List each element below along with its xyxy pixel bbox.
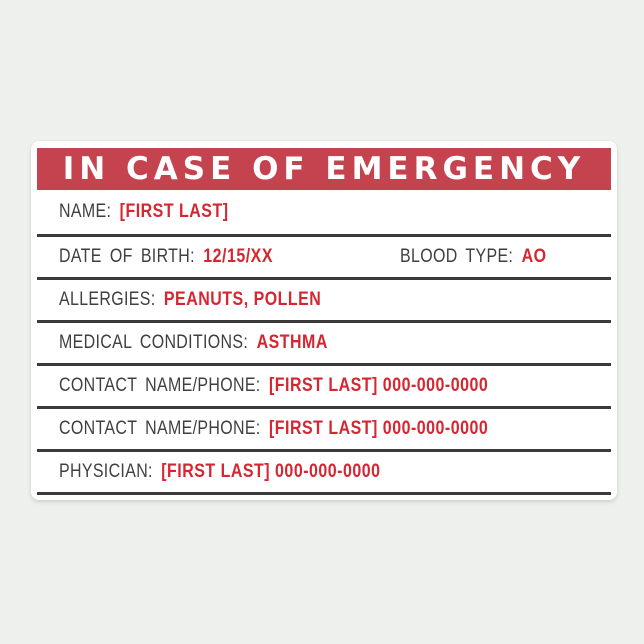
emergency-sticker bbox=[31, 141, 617, 500]
allergies-field bbox=[59, 289, 321, 311]
date-of-birth-label: DATE OF BIRTH: bbox=[59, 246, 195, 267]
name-label: NAME: bbox=[59, 201, 112, 222]
contact-1-value: [FIRST LAST] 000-000-0000 bbox=[268, 375, 489, 396]
blood-type-label: BLOOD TYPE: bbox=[400, 246, 514, 267]
contact-2-value: [FIRST LAST] 000-000-0000 bbox=[268, 418, 489, 439]
allergies-value: PEANUTS, POLLEN bbox=[163, 289, 322, 310]
medical-conditions-field bbox=[59, 332, 328, 354]
header-bar bbox=[37, 148, 611, 190]
blood-type-value: AO bbox=[521, 246, 547, 267]
medical-conditions-label: MEDICAL CONDITIONS: bbox=[59, 332, 249, 353]
contact-1-label: CONTACT NAME/PHONE: bbox=[59, 375, 261, 396]
name-field bbox=[59, 201, 229, 223]
row-dob-bloodtype bbox=[37, 237, 611, 280]
physician-label: PHYSICIAN: bbox=[59, 461, 153, 482]
row-name bbox=[37, 190, 611, 237]
row-contact-1 bbox=[37, 366, 611, 409]
row-physician bbox=[37, 452, 611, 495]
allergies-label: ALLERGIES: bbox=[59, 289, 156, 310]
name-value: [FIRST LAST] bbox=[119, 201, 229, 222]
row-allergies bbox=[37, 280, 611, 323]
contact-1-field bbox=[59, 375, 488, 397]
physician-field bbox=[59, 461, 380, 483]
contact-2-field bbox=[59, 418, 488, 440]
header-title: IN CASE OF EMERGENCY bbox=[62, 151, 586, 187]
row-medical-conditions bbox=[37, 323, 611, 366]
row-contact-2 bbox=[37, 409, 611, 452]
date-of-birth-field bbox=[59, 246, 273, 268]
medical-conditions-value: ASTHMA bbox=[256, 332, 328, 353]
blood-type-field bbox=[400, 237, 547, 277]
date-of-birth-value: 12/15/XX bbox=[203, 246, 273, 267]
physician-value: [FIRST LAST] 000-000-0000 bbox=[161, 461, 381, 482]
contact-2-label: CONTACT NAME/PHONE: bbox=[59, 418, 261, 439]
